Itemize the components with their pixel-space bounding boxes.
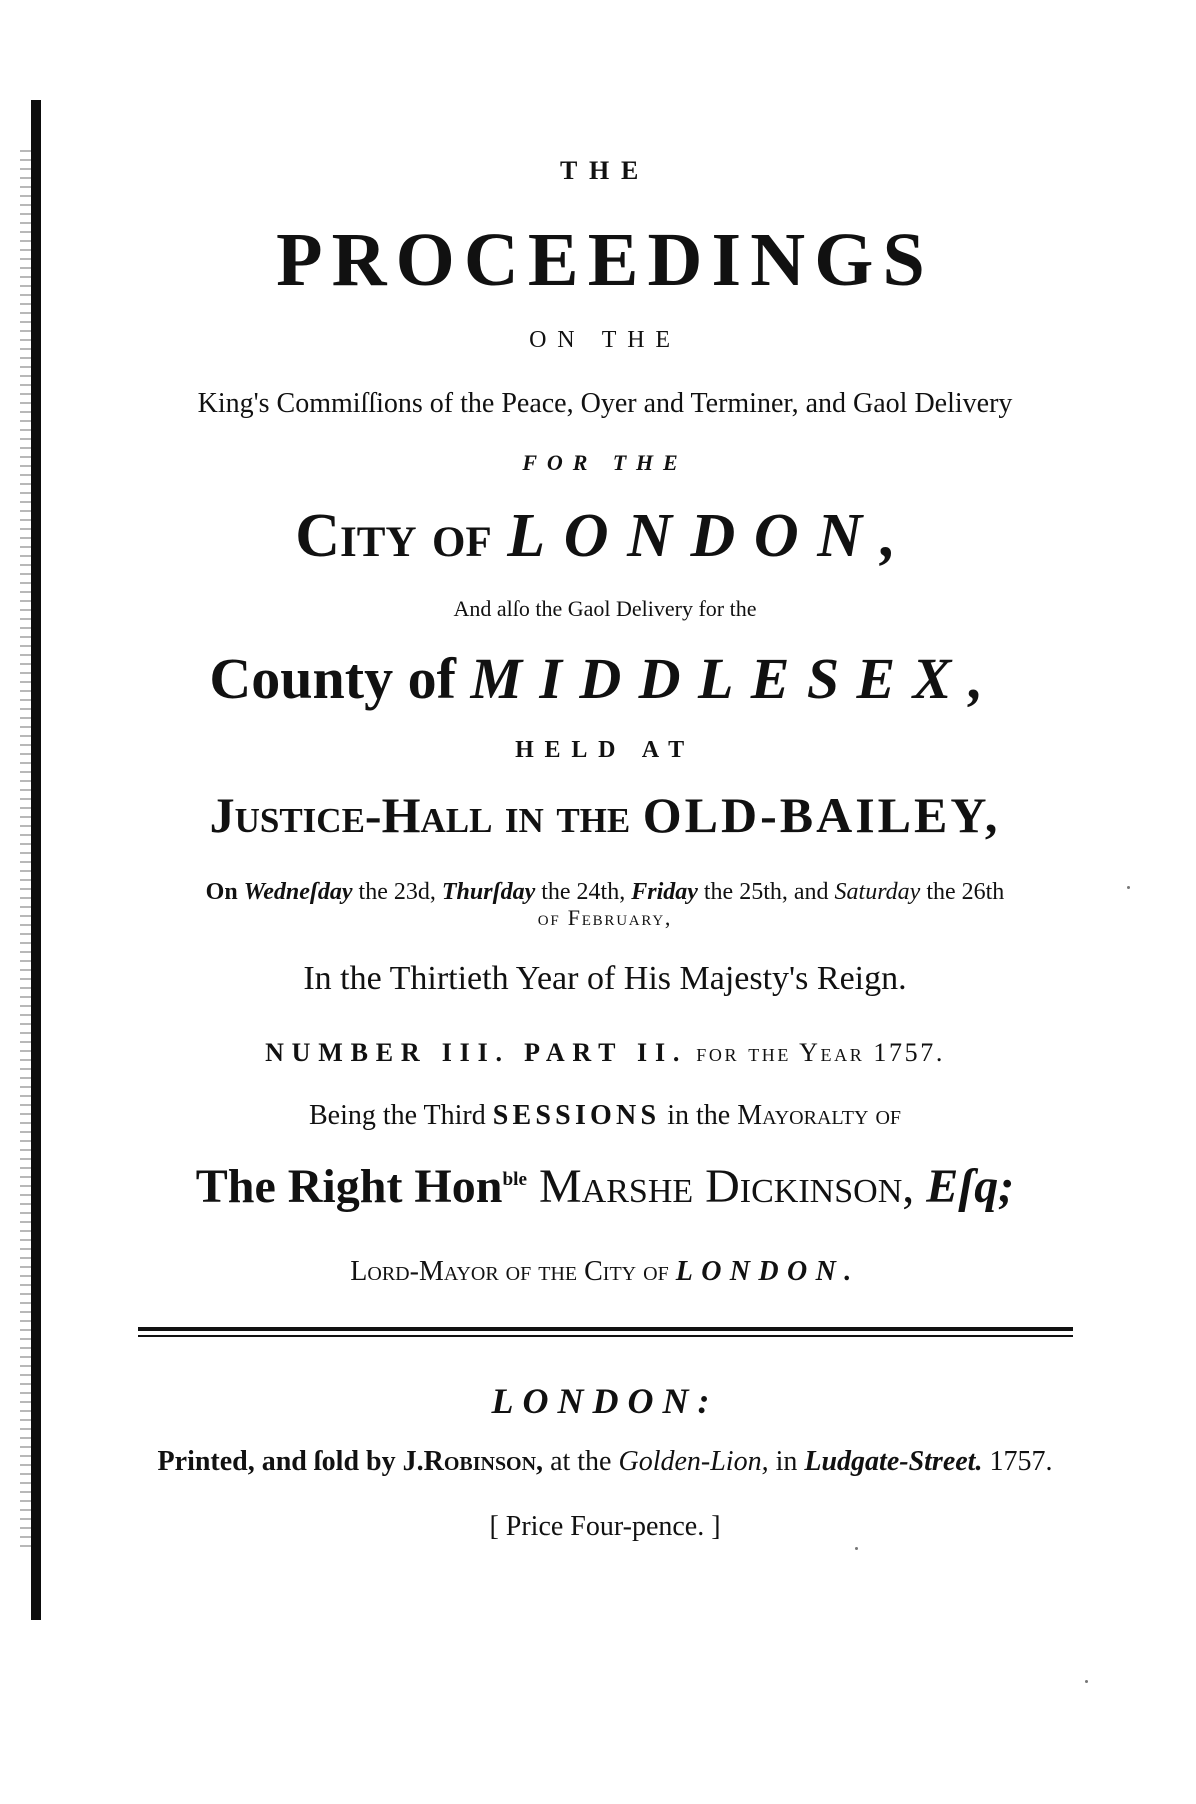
commissions-line: King's Commiſſions of the Peace, Oyer and Terminer, and Gaol Delivery	[197, 388, 1013, 419]
title-page	[125, 0, 1085, 1804]
lord-mayor-of: Lord-Mayor of the City of	[350, 1256, 669, 1287]
golden-lion: Golden-Lion,	[618, 1446, 769, 1477]
city-prefix: City of	[295, 502, 492, 570]
in-the: in the	[667, 1100, 731, 1131]
dates-friday: Friday	[631, 879, 698, 905]
dates-23: the 23d,	[358, 879, 436, 905]
dates-26: the 26th	[926, 879, 1005, 905]
lord-mayor-name-line	[125, 1160, 1085, 1213]
city-of-london-line	[125, 502, 1085, 570]
dates-25: the 25th, and	[703, 879, 829, 905]
title-on-the: ON THE	[529, 327, 681, 353]
sessions-line	[125, 1102, 1085, 1130]
price-line: [ Price Four-pence. ]	[489, 1511, 721, 1542]
dates-saturday: Saturday	[834, 879, 921, 905]
speck	[855, 1547, 858, 1550]
dates-february: of February,	[537, 905, 673, 930]
for-the-line: FOR THE	[522, 450, 688, 475]
divider-rule-thin	[138, 1335, 1073, 1337]
lord-london: LONDON.	[675, 1256, 860, 1287]
reign-line: In the Thirtieth Year of His Majesty's Reign.	[303, 960, 907, 997]
being-the-third: Being the Third	[308, 1100, 486, 1131]
dates-thursday: Thurſday	[441, 879, 536, 905]
printer-name: J.Robinson,	[402, 1446, 544, 1477]
printed-sold: Printed, and ſold by	[157, 1446, 396, 1477]
imprint-city: LONDON:	[491, 1381, 719, 1421]
in: in	[775, 1446, 798, 1477]
justice-hall-line	[125, 787, 1085, 843]
speck	[1127, 886, 1130, 889]
page-edge-bar	[31, 100, 41, 1620]
held-at-line: HELD AT	[515, 737, 695, 763]
dates-wednesday: Wedneſday	[243, 879, 353, 905]
speck	[1085, 1680, 1088, 1683]
mayoralty-of: Mayoralty of	[737, 1100, 902, 1131]
sessions-word: SESSIONS	[492, 1100, 661, 1131]
esq: Eſq;	[926, 1160, 1015, 1213]
county-prefix: County of	[209, 646, 456, 711]
right-hon: The Right Hon	[195, 1160, 503, 1213]
justice-hall: Justice-Hall in the	[209, 787, 631, 843]
title-the: THE	[559, 156, 650, 185]
dates-on: On	[205, 879, 238, 905]
for-the-year: for the Year 1757.	[696, 1038, 945, 1067]
ludgate-street: Ludgate-Street.	[804, 1446, 983, 1477]
county-line	[125, 646, 1085, 711]
number-line	[125, 1040, 1085, 1066]
city-name: LONDON,	[507, 502, 915, 570]
ble-superscript: ble	[502, 1169, 527, 1190]
divider-rule-thick	[138, 1327, 1073, 1331]
marshe-dickinson: Marshe Dickinson,	[539, 1160, 915, 1213]
dates-24: the 24th,	[541, 879, 626, 905]
old-bailey: OLD-BAILEY,	[642, 787, 1001, 843]
county-name: MIDDLESEX,	[470, 646, 1001, 711]
lord-mayor-line	[125, 1258, 1085, 1286]
and-also-line: And alſo the Gaol Delivery for the	[453, 596, 757, 621]
at-the: at the	[550, 1446, 612, 1477]
imprint-line	[125, 1448, 1085, 1476]
title-proceedings: PROCEEDINGS	[276, 218, 934, 302]
session-dates-line	[125, 880, 1085, 904]
imprint-year: 1757.	[989, 1446, 1053, 1477]
number-part: NUMBER III. PART II.	[265, 1038, 688, 1067]
